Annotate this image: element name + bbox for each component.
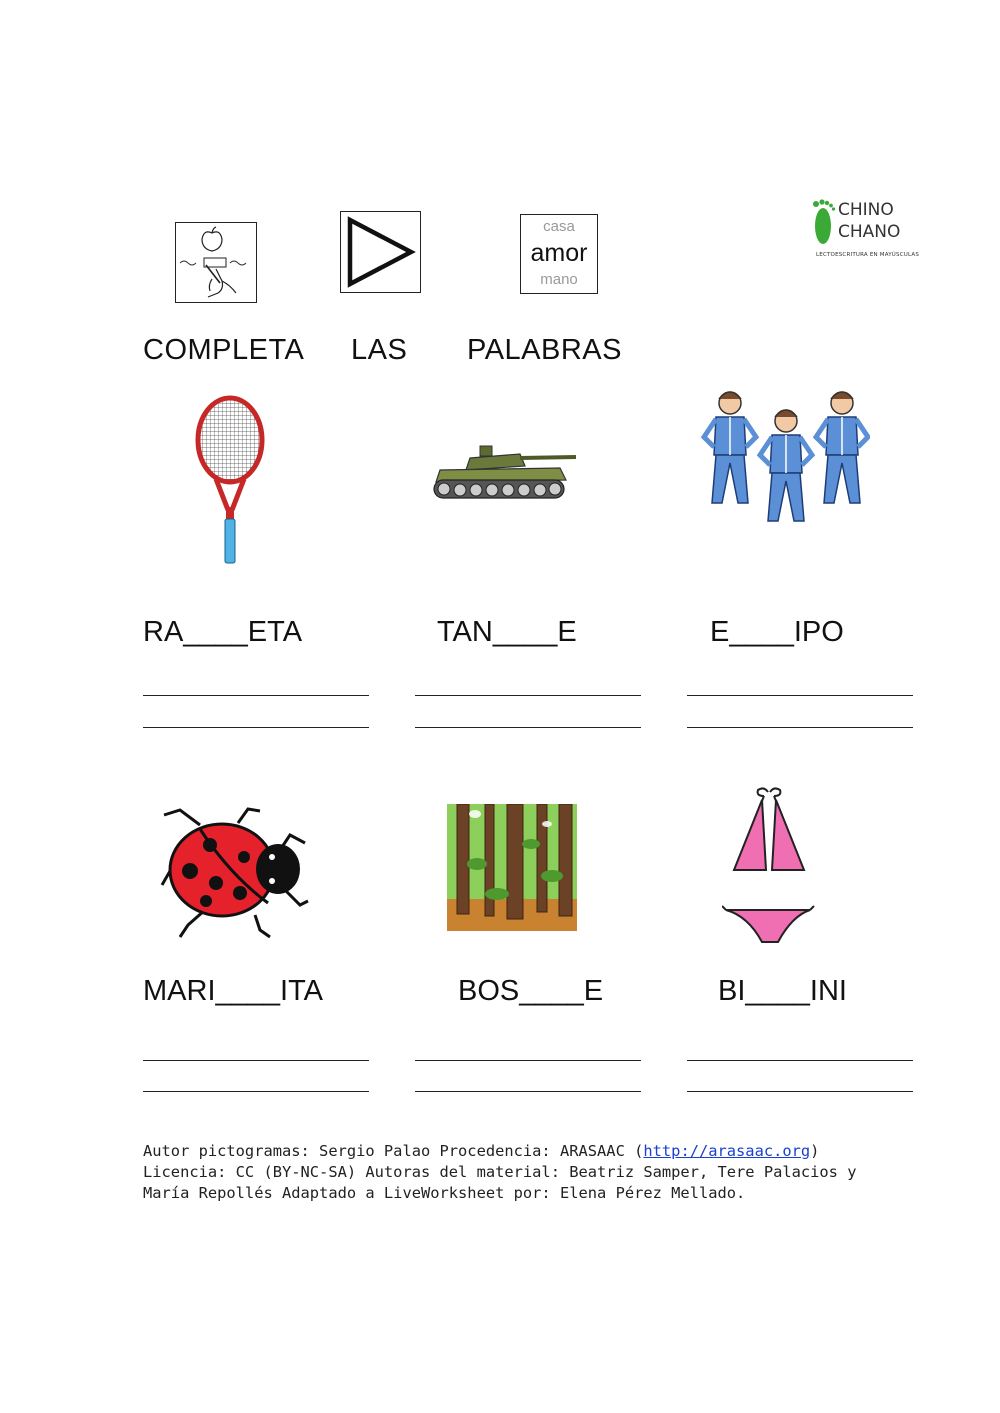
- answer-line[interactable]: [687, 695, 913, 696]
- answer-line[interactable]: [415, 695, 641, 696]
- tennis-racket-picture: [190, 395, 270, 570]
- logo: [808, 196, 920, 262]
- logo-line1: CHINO: [838, 200, 894, 220]
- word-card-bottom: mano: [540, 271, 578, 288]
- answer-line[interactable]: [687, 727, 913, 728]
- credits-line-3: María Repollés Adaptado a LiveWorksheet por: Elena Pérez Mellado.: [143, 1184, 746, 1202]
- answer-line[interactable]: [143, 727, 369, 728]
- word-card-top: casa: [543, 218, 575, 235]
- item-word: BOS____E: [458, 975, 604, 1007]
- arasaac-link[interactable]: http://arasaac.org: [643, 1142, 811, 1160]
- credits: [143, 1141, 863, 1204]
- item-word: E____IPO: [710, 616, 844, 648]
- answer-line[interactable]: [687, 1091, 913, 1092]
- bikini-picture: [722, 786, 817, 946]
- forest-picture: [447, 804, 577, 931]
- credits-line-1: Autor pictogramas: Sergio Palao Procedencia: ARASAAC (http://arasaac.org): [143, 1142, 820, 1160]
- instruction-word-1: COMPLETA: [143, 334, 305, 366]
- footprint-icon: [810, 198, 836, 248]
- ladybug-picture: [160, 805, 310, 940]
- instruction-word-2: LAS: [351, 334, 408, 366]
- team-picture: [700, 385, 870, 555]
- word-card-icon: [520, 214, 598, 294]
- answer-line[interactable]: [143, 695, 369, 696]
- credits-line-2: Licencia: CC (BY-NC-SA) Autoras del material: Beatriz Samper, Tere Palacios y: [143, 1163, 857, 1181]
- answer-line[interactable]: [415, 1060, 641, 1061]
- item-word: RA____ETA: [143, 616, 303, 648]
- play-icon: [340, 211, 421, 293]
- item-word: TAN____E: [437, 616, 577, 648]
- logo-line2: CHANO: [838, 222, 901, 242]
- answer-line[interactable]: [687, 1060, 913, 1061]
- write-hand-icon: [175, 222, 257, 303]
- answer-line[interactable]: [143, 1091, 369, 1092]
- word-card-middle: amor: [530, 239, 588, 267]
- instruction-word-3: PALABRAS: [467, 334, 622, 366]
- item-word: BI____INI: [718, 975, 847, 1007]
- answer-line[interactable]: [415, 1091, 641, 1092]
- item-word: MARI____ITA: [143, 975, 323, 1007]
- answer-line[interactable]: [143, 1060, 369, 1061]
- answer-line[interactable]: [415, 727, 641, 728]
- tank-picture: [430, 440, 580, 505]
- logo-tagline: LECTOESCRITURA EN MAYÚSCULAS: [816, 252, 920, 258]
